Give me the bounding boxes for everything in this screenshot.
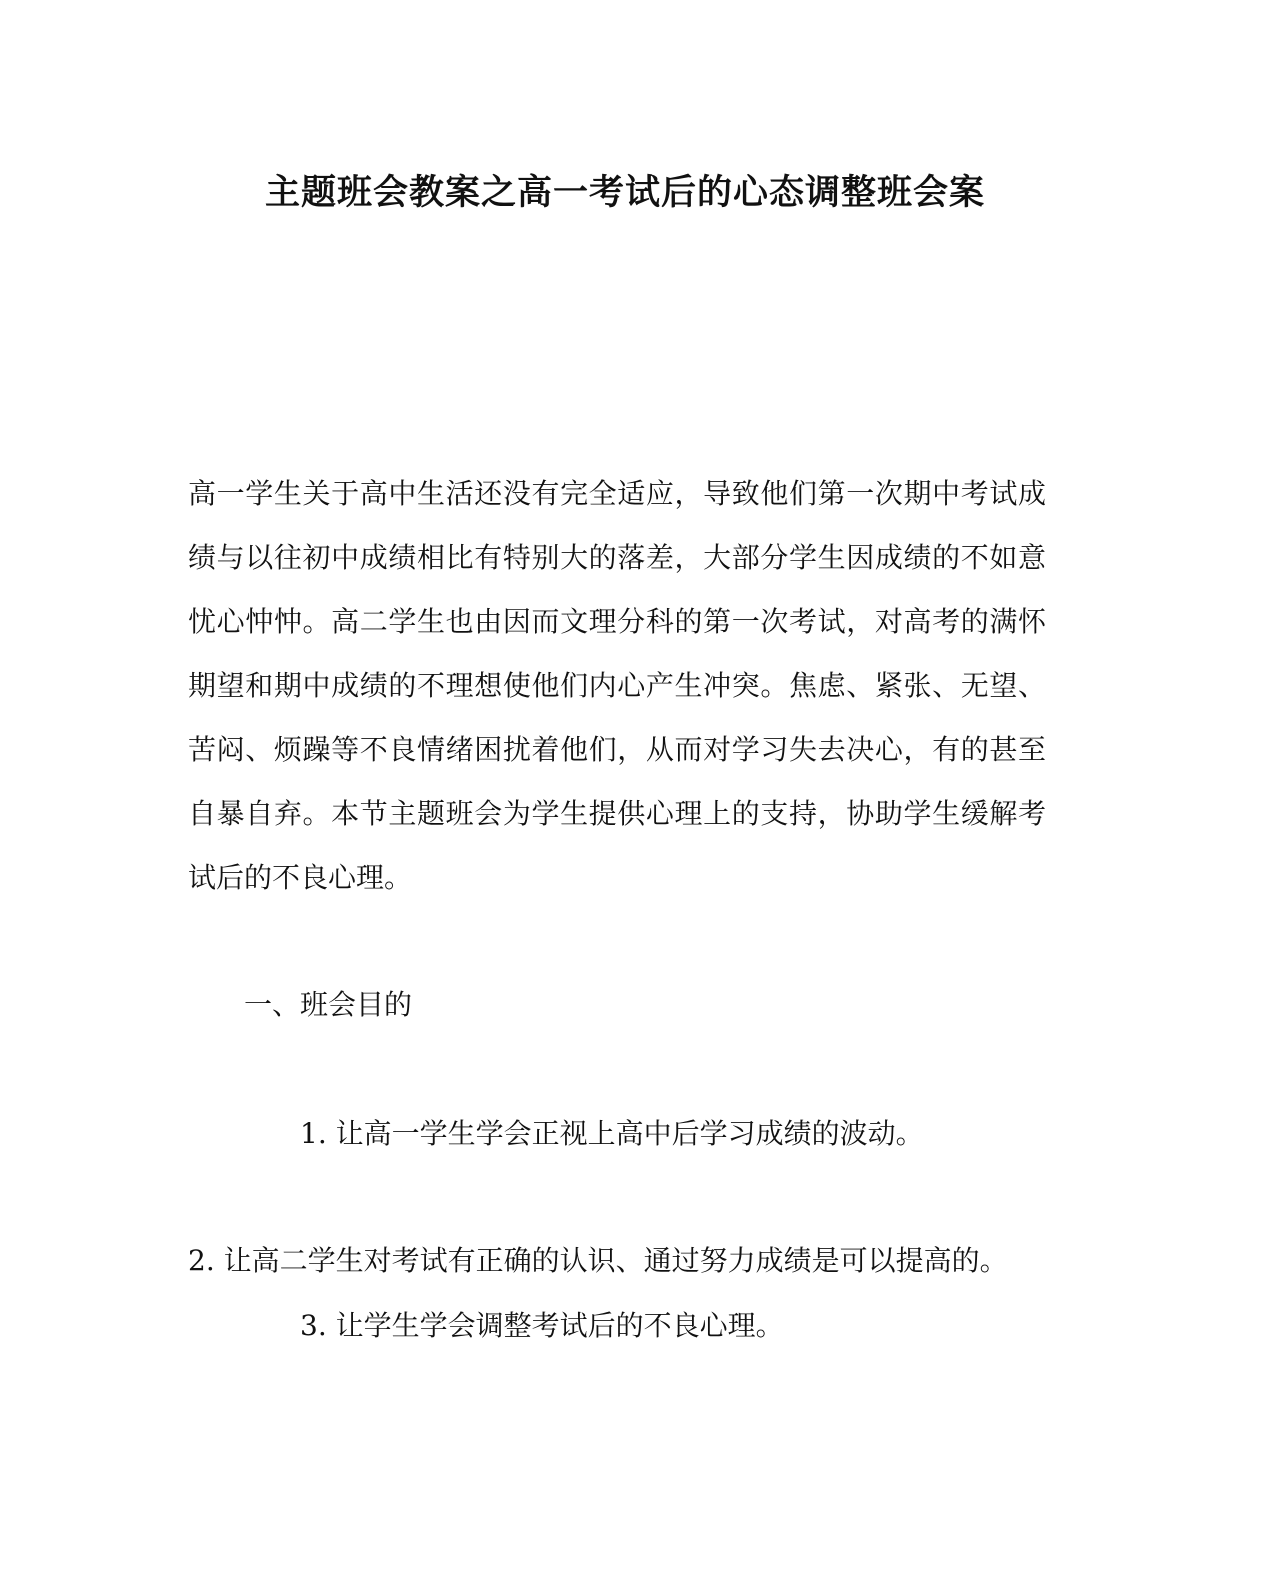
- intro-line: 自暴自弃。本节主题班会为学生提供心理上的支持，协助学生缓解考: [188, 797, 1046, 830]
- document-title: 主题班会教案之高一考试后的心态调整班会案: [264, 172, 985, 213]
- intro-line: 试后的不良心理。: [188, 861, 413, 894]
- section-heading-purpose: 一、班会目的: [244, 988, 413, 1021]
- goal-item-1: 1. 让高一学生学会正视上高中后学习成绩的波动。: [300, 1117, 924, 1150]
- intro-line: 高一学生关于高中生活还没有完全适应，导致他们第一次期中考试成: [188, 477, 1046, 510]
- intro-line: 期望和期中成绩的不理想使他们内心产生冲突。焦虑、紧张、无望、: [188, 669, 1046, 702]
- intro-line: 绩与以往初中成绩相比有特别大的落差，大部分学生因成绩的不如意: [188, 541, 1046, 574]
- goal-item-3: 3. 让学生学会调整考试后的不良心理。: [300, 1309, 784, 1342]
- intro-line: 忧心忡忡。高二学生也由因而文理分科的第一次考试，对高考的满怀: [188, 605, 1046, 638]
- intro-line: 苦闷、烦躁等不良情绪困扰着他们，从而对学习失去决心，有的甚至: [188, 733, 1046, 766]
- goal-item-2: 2. 让高二学生对考试有正确的认识、通过努力成绩是可以提高的。: [188, 1244, 1008, 1277]
